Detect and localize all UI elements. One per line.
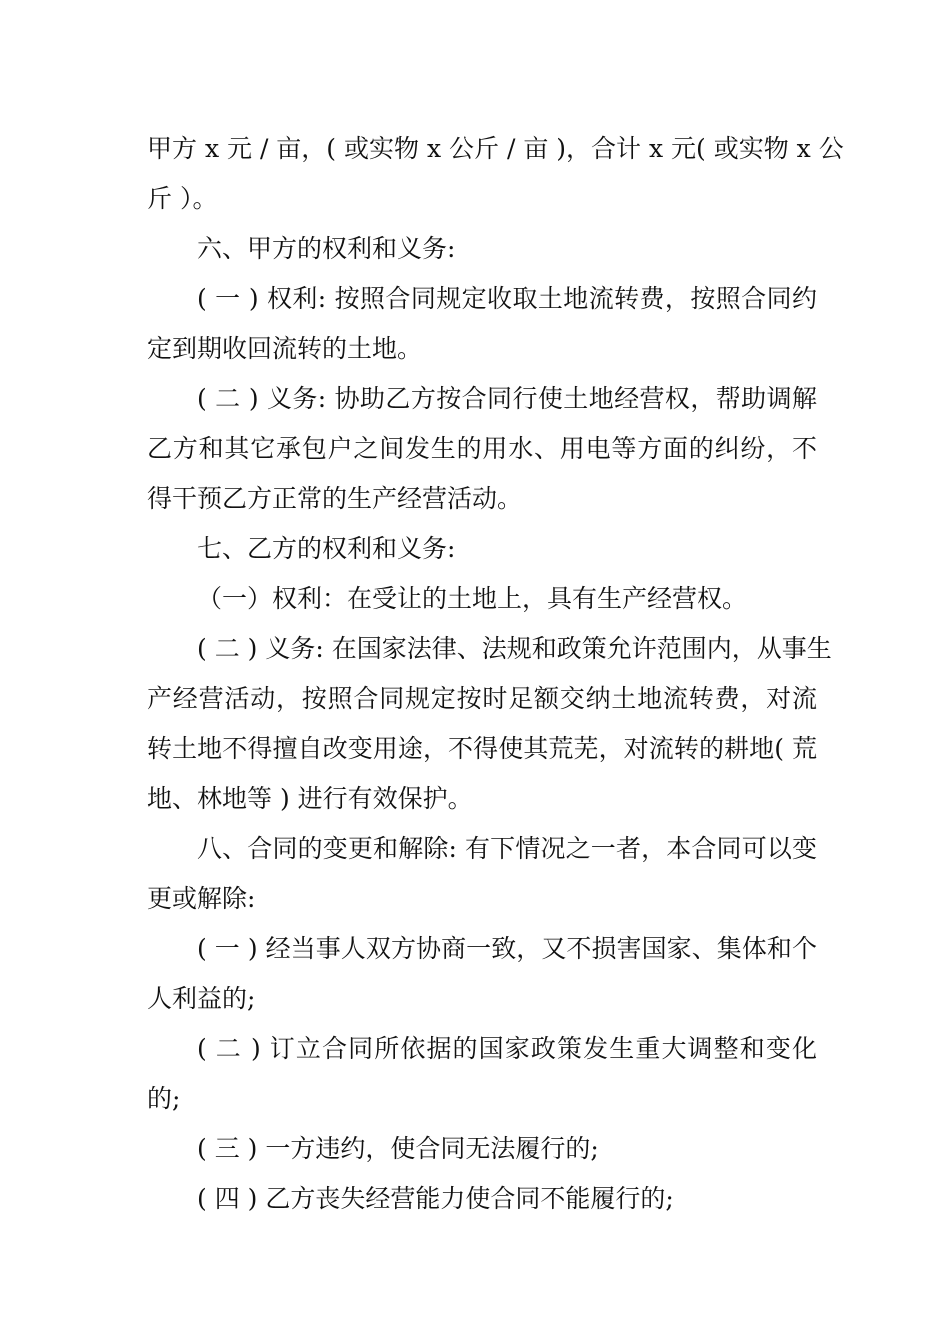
text-line: ( 二 ) 订立合同所依据的国家政策发生重大调整和变化: [197, 1034, 817, 1063]
text-line: 人利益的;: [147, 984, 256, 1013]
text-line: （一）权利：在受让的土地上，具有生产经营权。: [197, 584, 748, 613]
text-line: ( 三 ) 一方违约，使合同无法履行的;: [197, 1134, 599, 1163]
text-line: 斤 ）。: [147, 184, 218, 213]
text-line: ( 一 ) 权利: 按照合同规定收取土地流转费，按照合同约: [197, 284, 817, 313]
text-line: 的;: [147, 1084, 181, 1113]
text-line: ( 四 ) 乙方丧失经营能力使合同不能履行的;: [197, 1184, 674, 1213]
text-line: 转土地不得擅自改变用途，不得使其荒芜，对流转的耕地( 荒: [147, 734, 817, 763]
section-heading: 七、乙方的权利和义务:: [197, 534, 456, 563]
text-line: 甲方 x 元 / 亩，( 或实物 x 公斤 / 亩 )，合计 x 元( 或实物 x 公: [147, 134, 844, 163]
text-line: ( 二 ) 义务: 在国家法律、法规和政策允许范围内，从事生: [197, 634, 832, 663]
text-line: 得干预乙方正常的生产经营活动。: [147, 484, 523, 513]
text-line: 更或解除:: [147, 884, 256, 913]
text-line: 定到期收回流转的土地。: [147, 334, 423, 363]
section-heading: 六、甲方的权利和义务:: [197, 234, 456, 263]
text-line: 地、林地等 ) 进行有效保护。: [147, 784, 473, 813]
text-line: ( 二 ) 义务: 协助乙方按合同行使土地经营权，帮助调解: [197, 384, 817, 413]
text-line: ( 一 ) 经当事人双方协商一致，又不损害国家、集体和个: [197, 934, 817, 963]
section-heading: 八、合同的变更和解除: 有下情况之一者，本合同可以变: [197, 834, 817, 863]
text-line: 产经营活动，按照合同规定按时足额交纳土地流转费，对流: [147, 684, 817, 713]
text-line: 乙方和其它承包户之间发生的用水、用电等方面的纠纷，不: [147, 434, 817, 463]
